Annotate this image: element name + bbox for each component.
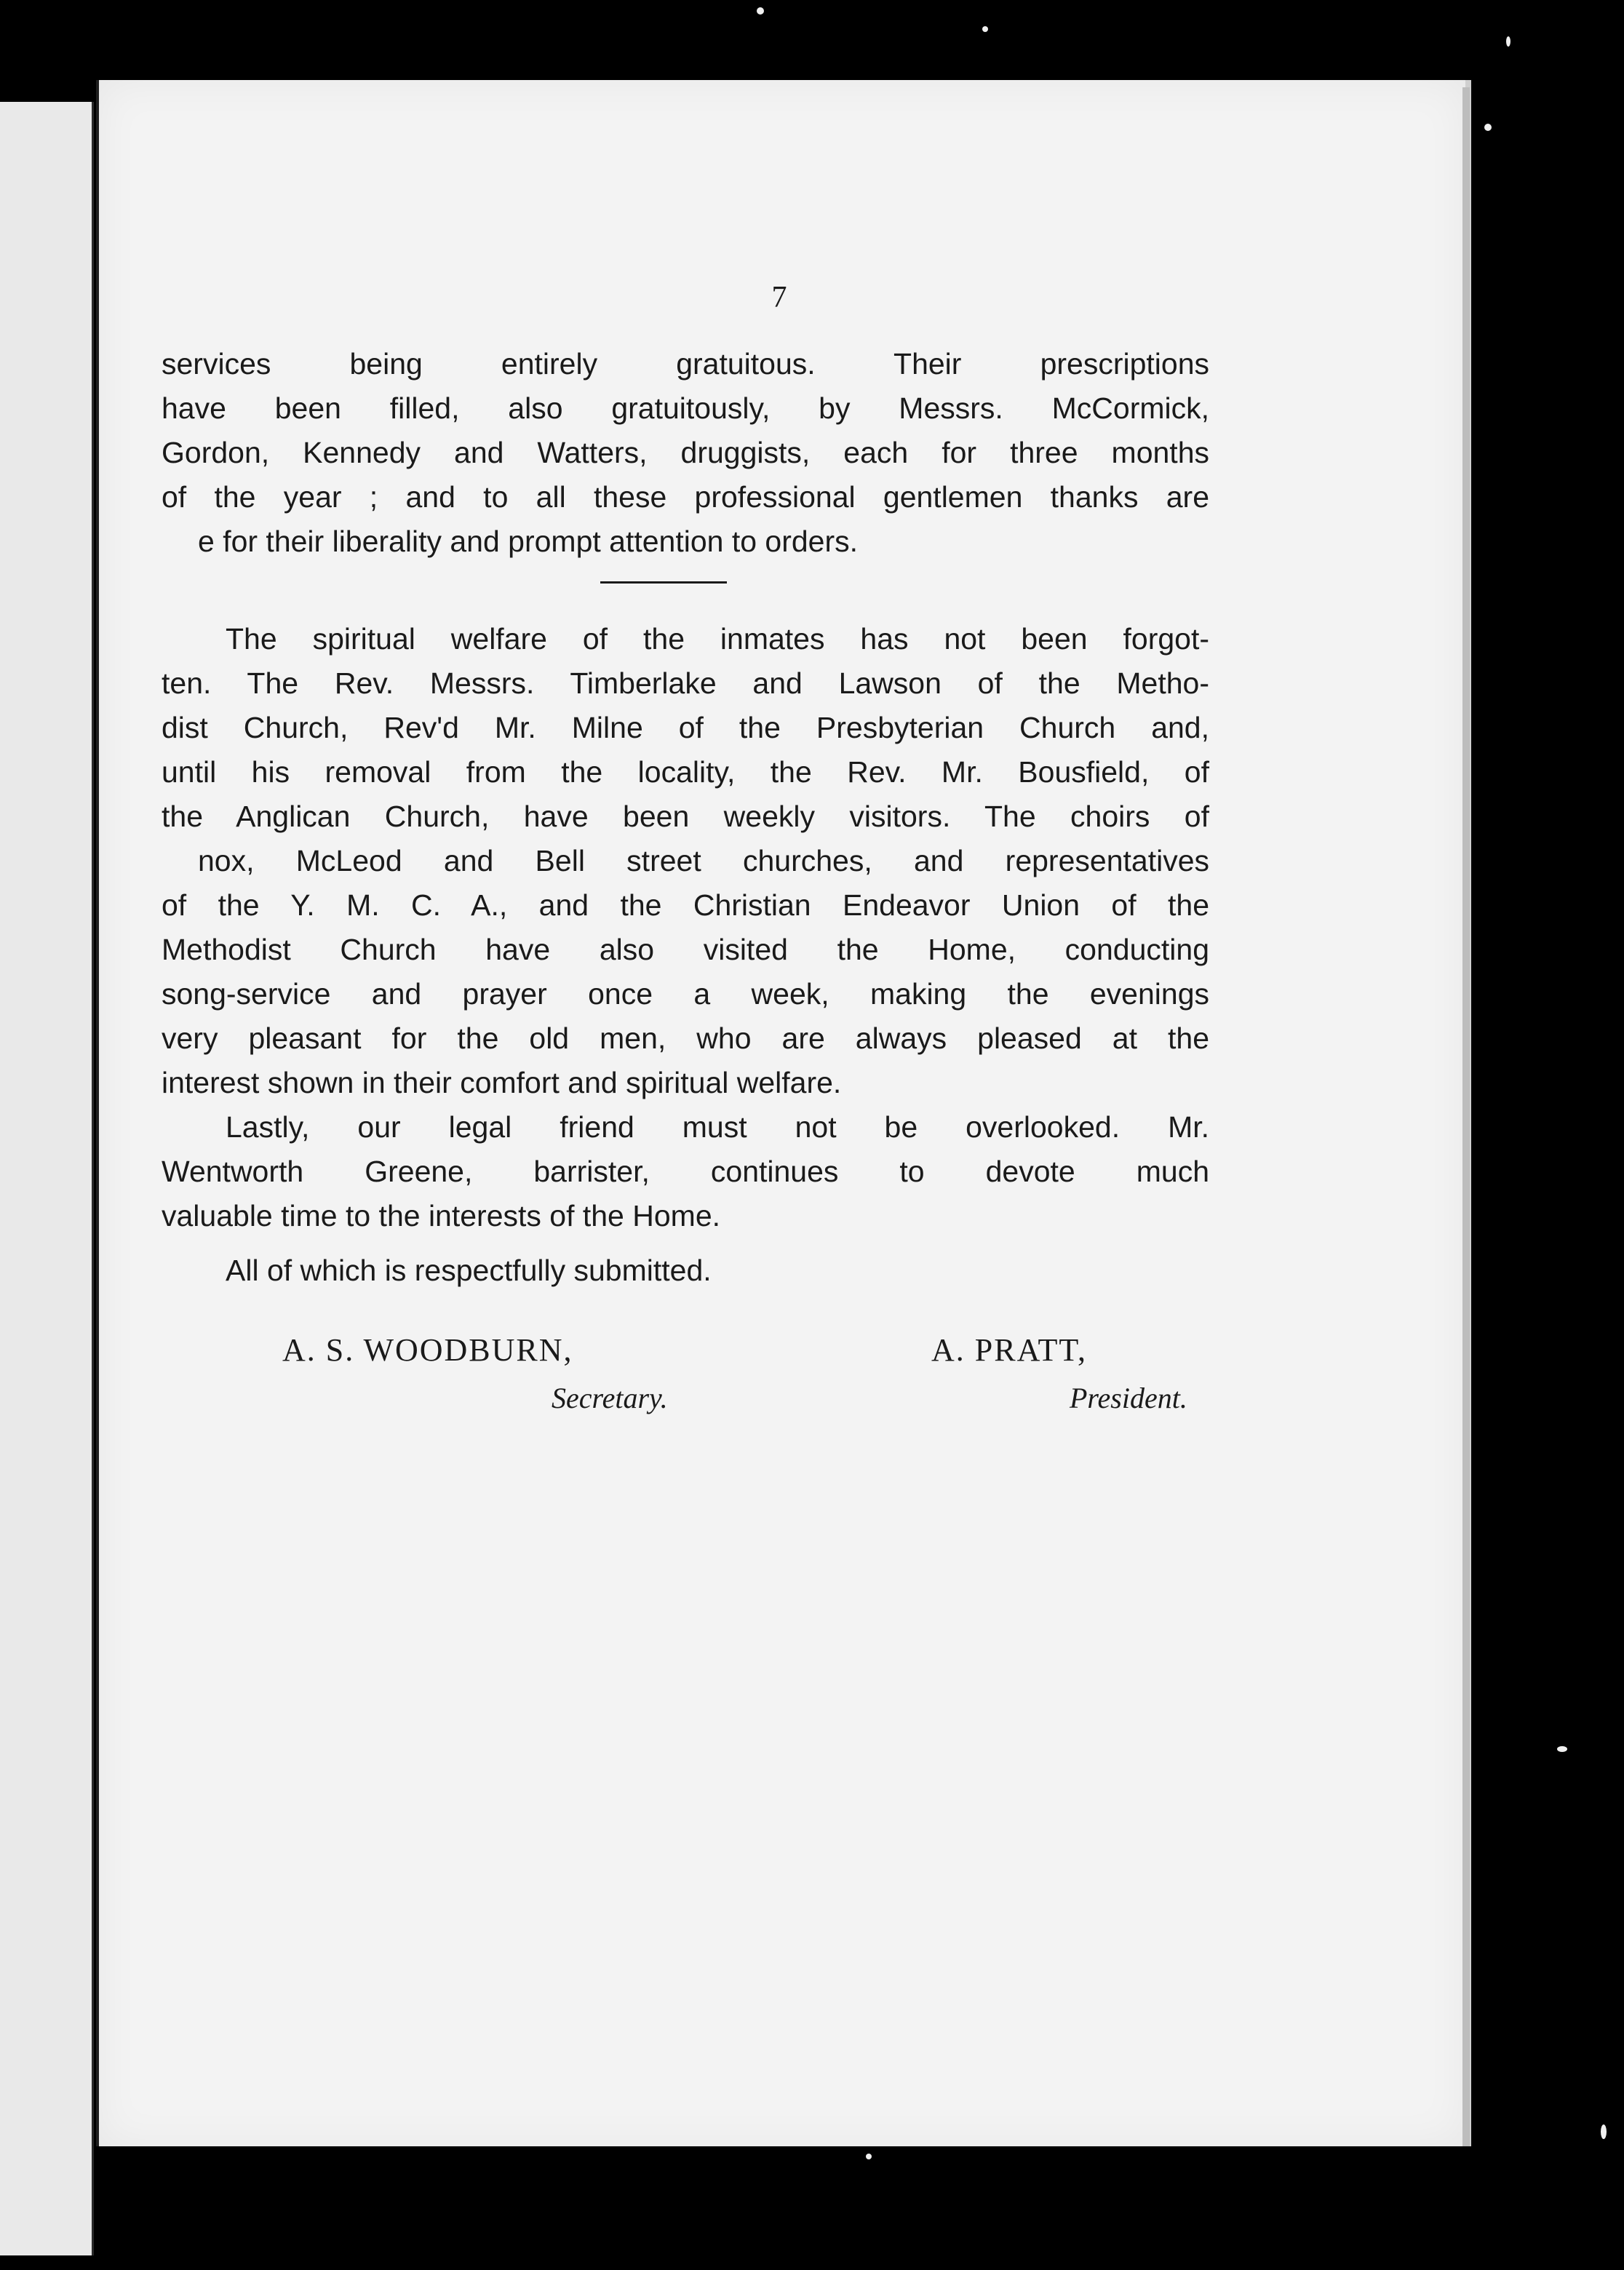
text-line: dist Church, Rev'd Mr. Milne of the Presbyterian Church and,	[162, 711, 1209, 744]
paragraph-doctors	[162, 342, 1209, 564]
secretary-name: A. S. WOODBURN,	[282, 1332, 573, 1368]
page-edge-shadow	[1462, 87, 1470, 2146]
paragraph-spacer	[162, 1238, 1209, 1248]
text-line: Gordon, Kennedy and Watters, druggists, each for three months	[162, 436, 1209, 469]
text-line: Lastly, our legal friend must not be overlooked. Mr.	[226, 1110, 1209, 1144]
text-line: interest shown in their comfort and spiritual welfare.	[162, 1066, 842, 1099]
scan-speck	[982, 26, 988, 32]
body-text	[162, 269, 1209, 1293]
text-line: services being entirely gratuitous. Their prescriptions	[162, 347, 1209, 381]
text-line: have been filled, also gratuitously, by Messrs. McCormick,	[162, 391, 1209, 425]
signature-block	[162, 1331, 1209, 1433]
scan-speck	[757, 7, 764, 15]
president-name: A. PRATT,	[931, 1332, 1087, 1368]
text-line: Wentworth Greene, barrister, continues to devote much	[162, 1155, 1209, 1188]
scan-speck	[1601, 2124, 1607, 2139]
text-line: e for their liberality and prompt attention to orders.	[198, 525, 859, 558]
secretary-title: Secretary.	[552, 1382, 668, 1414]
text-line: ten. The Rev. Messrs. Timberlake and Lawson of the Metho-	[162, 666, 1209, 700]
text-line: Methodist Church have also visited the Home, conducting	[162, 933, 1209, 966]
scan-speck	[1506, 36, 1510, 47]
text-line: of the year ; and to all these professional gentlemen thanks are	[162, 480, 1209, 514]
section-divider	[600, 581, 727, 584]
scan-speck	[866, 2154, 872, 2159]
text-line: the Anglican Church, have been weekly visitors. The choirs of	[162, 800, 1209, 833]
text-line: until his removal from the locality, the Rev. Mr. Bousfield, of	[162, 755, 1209, 789]
text-line: All of which is respectfully submitted.	[226, 1254, 712, 1287]
president-title: President.	[1070, 1382, 1187, 1414]
text-line: of the Y. M. C. A., and the Christian Endeavor Union of the	[162, 888, 1209, 922]
page-number: 7	[771, 281, 787, 314]
text-line: very pleasant for the old men, who are always pleased at the	[162, 1022, 1209, 1055]
text-line: song-service and prayer once a week, making the evenings	[162, 977, 1209, 1011]
text-line: nox, McLeod and Bell street churches, and representatives	[198, 844, 1209, 877]
paragraph-legal	[162, 1105, 1209, 1238]
scan-speck	[1484, 124, 1492, 131]
paragraph-spiritual	[162, 617, 1209, 1105]
text-line: valuable time to the interests of the Home.	[162, 1199, 721, 1232]
scan-speck	[1557, 1746, 1567, 1752]
facing-page-edge	[0, 102, 94, 2255]
paragraph-closing	[162, 1248, 1209, 1293]
text-line: The spiritual welfare of the inmates has not been forgot-	[226, 622, 1209, 656]
